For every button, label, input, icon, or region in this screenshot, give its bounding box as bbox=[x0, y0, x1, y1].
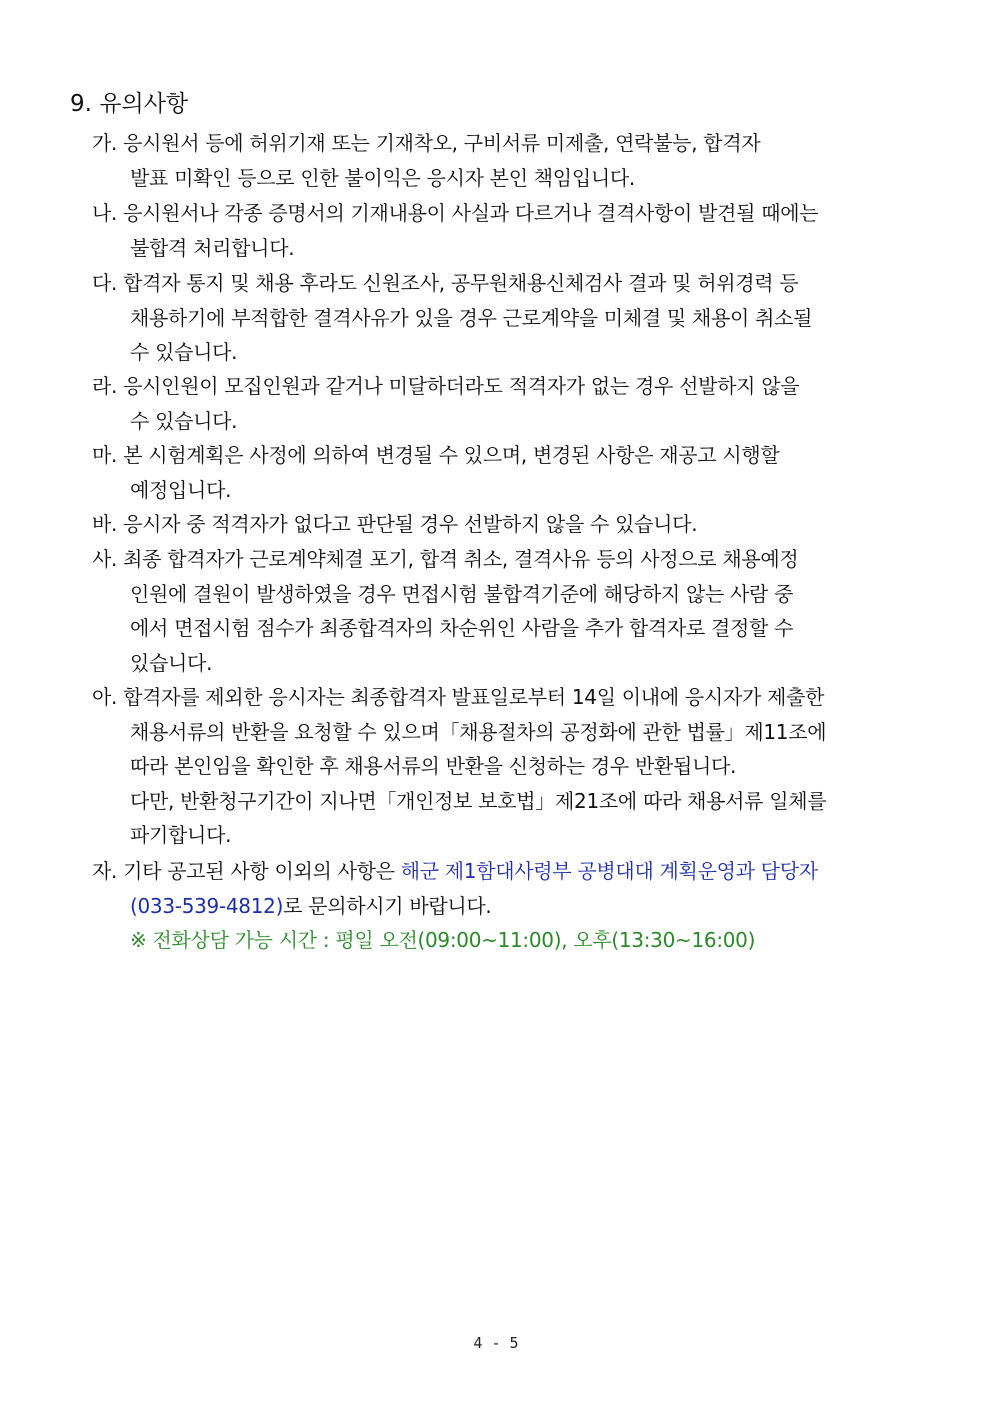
notice-item-a bbox=[92, 680, 932, 853]
notice-line: 발표 미확인 등으로 인한 불이익은 응시자 본인 책임입니다. bbox=[130, 165, 635, 190]
notice-line: 수 있습니다. bbox=[130, 408, 238, 433]
section-title: 9. 유의사항 bbox=[70, 91, 189, 117]
notice-item-sa bbox=[92, 542, 932, 680]
notice-line: 채용하기에 부적합한 결격사유가 있을 경우 근로계약을 미체결 및 채용이 취소될 bbox=[130, 305, 813, 330]
notice-line bbox=[92, 889, 932, 924]
contact-phone: (033-539-4812) bbox=[130, 893, 284, 918]
phone-hours-note: ※ 전화상담 가능 시간 : 평일 오전(09:00~11:00), 오후(13:30~16:00) bbox=[130, 928, 756, 953]
notice-item-ga bbox=[92, 126, 932, 195]
notice-line: 바. 응시자 중 적격자가 없다고 판단될 경우 선발하지 않을 수 있습니다. bbox=[92, 512, 698, 536]
notice-item-ba bbox=[92, 507, 932, 542]
notice-line: 수 있습니다. bbox=[130, 340, 238, 365]
notice-line: 다. 합격자 통지 및 채용 후라도 신원조사, 공무원채용신체검사 결과 및 허위경력 등 bbox=[92, 271, 799, 295]
notice-line: 에서 면접시험 점수가 최종합격자의 차순위인 사람을 추가 합격자로 결정할 수 bbox=[130, 616, 794, 641]
notice-line: 인원에 결원이 발생하였을 경우 면접시험 불합격기준에 해당하지 않는 사람 중 bbox=[130, 581, 794, 606]
notice-line: 사. 최종 합격자가 근로계약체결 포기, 합격 취소, 결격사유 등의 사정으로 채용예정 bbox=[92, 547, 799, 571]
notice-item-na bbox=[92, 196, 932, 265]
notice-text: 자. 기타 공고된 사항 이외의 사항은 bbox=[92, 859, 401, 883]
notice-line: 예정입니다. bbox=[130, 477, 232, 502]
notice-line: 나. 응시원서나 각종 증명서의 기재내용이 사실과 다르거나 결격사항이 발견될 때에는 bbox=[92, 201, 819, 225]
notice-line: 가. 응시원서 등에 허위기재 또는 기재착오, 구비서류 미제출, 연락불능, 합격자 bbox=[92, 131, 761, 155]
notice-line: 채용서류의 반환을 요청할 수 있으며「채용절차의 공정화에 관한 법률」제11조에 bbox=[130, 719, 827, 744]
notice-line: 마. 본 시험계획은 사정에 의하여 변경될 수 있으며, 변경된 사항은 재공고 시행할 bbox=[92, 443, 780, 467]
contact-department: 해군 제1함대사령부 공병대대 계획운영과 담당자 bbox=[400, 859, 818, 883]
notice-line: 다만, 반환청구기간이 지나면「개인정보 보호법」제21조에 따라 채용서류 일체를 bbox=[130, 788, 827, 813]
notice-line: 아. 합격자를 제외한 응시자는 최종합격자 발표일로부터 14일 이내에 응시자가 제출한 bbox=[92, 685, 825, 709]
notice-item-da bbox=[92, 266, 932, 370]
notice-item-ja bbox=[92, 854, 932, 958]
notice-item-ra bbox=[92, 369, 932, 438]
notice-line: 따라 본인임을 확인한 후 채용서류의 반환을 신청하는 경우 반환됩니다. bbox=[130, 754, 737, 779]
notice-text: 로 문의하시기 바랍니다. bbox=[283, 893, 492, 918]
notice-line bbox=[92, 854, 932, 889]
notice-item-ma bbox=[92, 438, 932, 507]
notice-line: 라. 응시인원이 모집인원과 같거나 미달하더라도 적격자가 없는 경우 선발하지 않을 bbox=[92, 374, 800, 398]
notice-line: 있습니다. bbox=[130, 650, 213, 675]
notice-line: 불합격 처리합니다. bbox=[130, 235, 295, 260]
page-number: 4 - 5 bbox=[473, 1334, 519, 1352]
notice-line: 파기합니다. bbox=[130, 823, 232, 848]
